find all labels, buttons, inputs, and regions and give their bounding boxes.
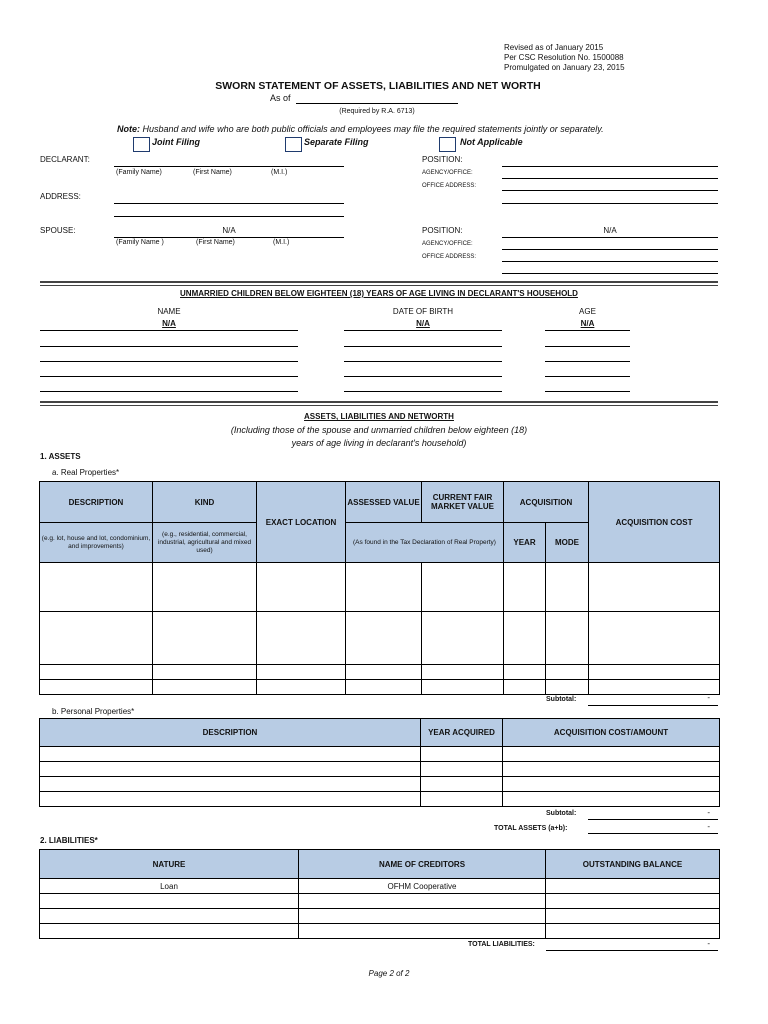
total-liabilities-value: - <box>707 939 710 948</box>
liabilities-table <box>39 849 720 939</box>
declarant-position-line[interactable] <box>502 166 718 167</box>
declarant-agency-line[interactable] <box>502 178 718 179</box>
alnw-subtitle-2: years of age living in declarant's household) <box>291 438 467 448</box>
spouse-agency-line[interactable] <box>502 249 718 250</box>
separate-filing-label: Separate Filing <box>304 137 369 147</box>
children-age-value: N/A <box>580 319 595 328</box>
note-label: Note: <box>117 124 140 134</box>
table-row <box>40 563 720 612</box>
child-dob-line[interactable] <box>344 376 502 377</box>
header-acquisition-cost: ACQUISITION COST <box>589 482 720 563</box>
personal-properties-table <box>39 718 720 807</box>
joint-filing-checkbox[interactable] <box>133 137 150 152</box>
table-row <box>40 747 720 762</box>
revision-line-2: Per CSC Resolution No. 1500088 <box>504 53 624 62</box>
child-name-line[interactable] <box>40 361 298 362</box>
table-row <box>40 924 720 939</box>
child-age-line[interactable] <box>545 376 630 377</box>
total-liabilities-label: TOTAL LIABILITIES: <box>468 941 535 948</box>
spouse-family-name-caption: (Family Name ) <box>116 239 164 246</box>
table-row <box>40 879 720 894</box>
header-creditors: NAME OF CREDITORS <box>299 850 546 879</box>
spouse-office-address-line-2[interactable] <box>502 273 718 274</box>
declarant-office-address-line-1[interactable] <box>502 190 718 191</box>
header-year-acquired: YEAR ACQUIRED <box>421 719 503 747</box>
child-age-line[interactable] <box>545 346 630 347</box>
declarant-name-line[interactable] <box>114 166 344 167</box>
personal-subtotal-value: - <box>707 808 710 817</box>
child-dob-line[interactable] <box>344 346 502 347</box>
children-section-title: UNMARRIED CHILDREN BELOW EIGHTEEN (18) YEARS OF AGE LIVING IN DECLARANT'S HOUSEHOLD <box>180 289 578 298</box>
address-label: ADDRESS: <box>40 192 81 201</box>
subheader-tax-declaration: (As found in the Tax Declaration of Real Property) <box>346 523 504 563</box>
child-dob-line[interactable] <box>344 330 502 331</box>
spouse-mi-caption: (M.I.) <box>273 239 290 246</box>
header-exact-location: EXACT LOCATION <box>257 482 346 563</box>
declarant-position-label: POSITION: <box>422 155 463 164</box>
real-properties-table <box>39 481 720 695</box>
section-divider-1 <box>40 281 718 286</box>
total-assets-line <box>588 833 718 834</box>
subheader-kind: (e.g., residential, commercial, industrial, agricultural and mixed used) <box>153 523 257 563</box>
header-assessed-value: ASSESSED VALUE <box>346 482 422 523</box>
personal-properties-heading: b. Personal Properties* <box>52 707 135 716</box>
header-acquisition: ACQUISITION <box>504 482 589 523</box>
child-name-line[interactable] <box>40 330 298 331</box>
as-of-line[interactable] <box>296 103 458 104</box>
section-divider-2 <box>40 401 718 406</box>
required-by: (Required by R.A. 6713) <box>339 108 415 115</box>
header-description: DESCRIPTION <box>40 719 421 747</box>
subheader-mode: MODE <box>546 523 589 563</box>
table-row <box>40 792 720 807</box>
alnw-subtitle-1: (Including those of the spouse and unmarried children below eighteen (18) <box>230 425 528 435</box>
table-row <box>40 762 720 777</box>
address-line-2[interactable] <box>114 216 344 217</box>
child-age-line[interactable] <box>545 330 630 331</box>
declarant-first-name-caption: (First Name) <box>193 169 232 176</box>
table-row <box>40 909 720 924</box>
spouse-name-line[interactable] <box>114 237 344 238</box>
address-line-1[interactable] <box>114 203 344 204</box>
assets-heading: 1. ASSETS <box>40 452 81 461</box>
header-description: DESCRIPTION <box>40 482 153 523</box>
child-age-line[interactable] <box>545 361 630 362</box>
header-acquisition-cost-amount: ACQUISITION COST/AMOUNT <box>503 719 720 747</box>
real-subtotal-label: Subtotal: <box>546 696 577 703</box>
page-title: SWORN STATEMENT OF ASSETS, LIABILITIES AND NET WORTH <box>215 80 541 92</box>
total-assets-label: TOTAL ASSETS (a+b): <box>494 825 568 832</box>
child-age-line[interactable] <box>545 391 630 392</box>
header-kind: KIND <box>153 482 257 523</box>
children-age-header: AGE <box>579 307 596 316</box>
declarant-label: DECLARANT: <box>40 155 90 164</box>
declarant-office-address-label: OFFICE ADDRESS: <box>422 183 477 189</box>
children-dob-value: N/A <box>416 319 430 328</box>
real-subtotal-value: - <box>707 693 710 702</box>
spouse-label: SPOUSE: <box>40 226 76 235</box>
spouse-agency-label: AGENCY/OFFICE: <box>422 241 473 247</box>
header-nature: NATURE <box>40 850 299 879</box>
liabilities-heading: 2. LIABILITIES* <box>40 836 98 845</box>
revision-line-3: Promulgated on January 23, 2015 <box>504 63 625 72</box>
page-footer: Page 2 of 2 <box>368 969 410 978</box>
real-subtotal-line <box>588 705 718 706</box>
child-name-line[interactable] <box>40 346 298 347</box>
declarant-agency-label: AGENCY/OFFICE: <box>422 170 473 176</box>
total-liabilities-line <box>546 950 718 951</box>
spouse-first-name-caption: (First Name) <box>196 239 235 246</box>
declarant-mi-caption: (M.I.) <box>271 169 288 176</box>
children-name-value: N/A <box>162 319 176 328</box>
spouse-office-address-line-1[interactable] <box>502 261 718 262</box>
liability-nature-cell[interactable]: Loan <box>40 879 299 894</box>
note-text: Husband and wife who are both public officials and employees may file the required statements jointly or separately. <box>142 124 604 134</box>
liability-creditor-cell[interactable]: OFHM Cooperative <box>299 879 546 894</box>
personal-subtotal-label: Subtotal: <box>546 810 577 817</box>
total-assets-value: - <box>707 822 710 831</box>
liability-balance-cell[interactable] <box>546 879 720 894</box>
personal-subtotal-line <box>588 819 718 820</box>
declarant-family-name-caption: (Family Name) <box>116 169 162 176</box>
children-name-header: NAME <box>157 307 181 316</box>
table-row <box>40 665 720 680</box>
revision-line-1: Revised as of January 2015 <box>504 43 604 52</box>
not-applicable-checkbox[interactable] <box>439 137 456 152</box>
joint-filing-label: Joint Filing <box>152 137 200 147</box>
declarant-office-address-line-2[interactable] <box>502 203 718 204</box>
children-dob-header: DATE OF BIRTH <box>392 307 454 316</box>
not-applicable-label: Not Applicable <box>460 137 523 147</box>
child-dob-line[interactable] <box>344 391 502 392</box>
alnw-title: ASSETS, LIABILITIES AND NETWORTH <box>304 412 454 421</box>
header-outstanding-balance: OUTSTANDING BALANCE <box>546 850 720 879</box>
table-row <box>40 777 720 792</box>
spouse-position-line[interactable] <box>502 237 718 238</box>
subheader-year: YEAR <box>504 523 546 563</box>
as-of-label: As of <box>270 93 291 103</box>
child-dob-line[interactable] <box>344 361 502 362</box>
table-row <box>40 612 720 665</box>
separate-filing-checkbox[interactable] <box>285 137 302 152</box>
spouse-position-value: N/A <box>603 226 617 235</box>
note <box>117 124 604 134</box>
spouse-name-value: N/A <box>222 226 236 235</box>
header-market-value: CURRENT FAIR MARKET VALUE <box>422 482 504 523</box>
table-row <box>40 894 720 909</box>
revision-block <box>504 43 625 73</box>
subheader-description: (e.g. lot, house and lot, condominium, and improvements) <box>40 523 153 563</box>
spouse-position-label: POSITION: <box>422 226 463 235</box>
child-name-line[interactable] <box>40 391 298 392</box>
child-name-line[interactable] <box>40 376 298 377</box>
spouse-office-address-label: OFFICE ADDRESS: <box>422 254 477 260</box>
real-properties-heading: a. Real Properties* <box>52 468 120 477</box>
